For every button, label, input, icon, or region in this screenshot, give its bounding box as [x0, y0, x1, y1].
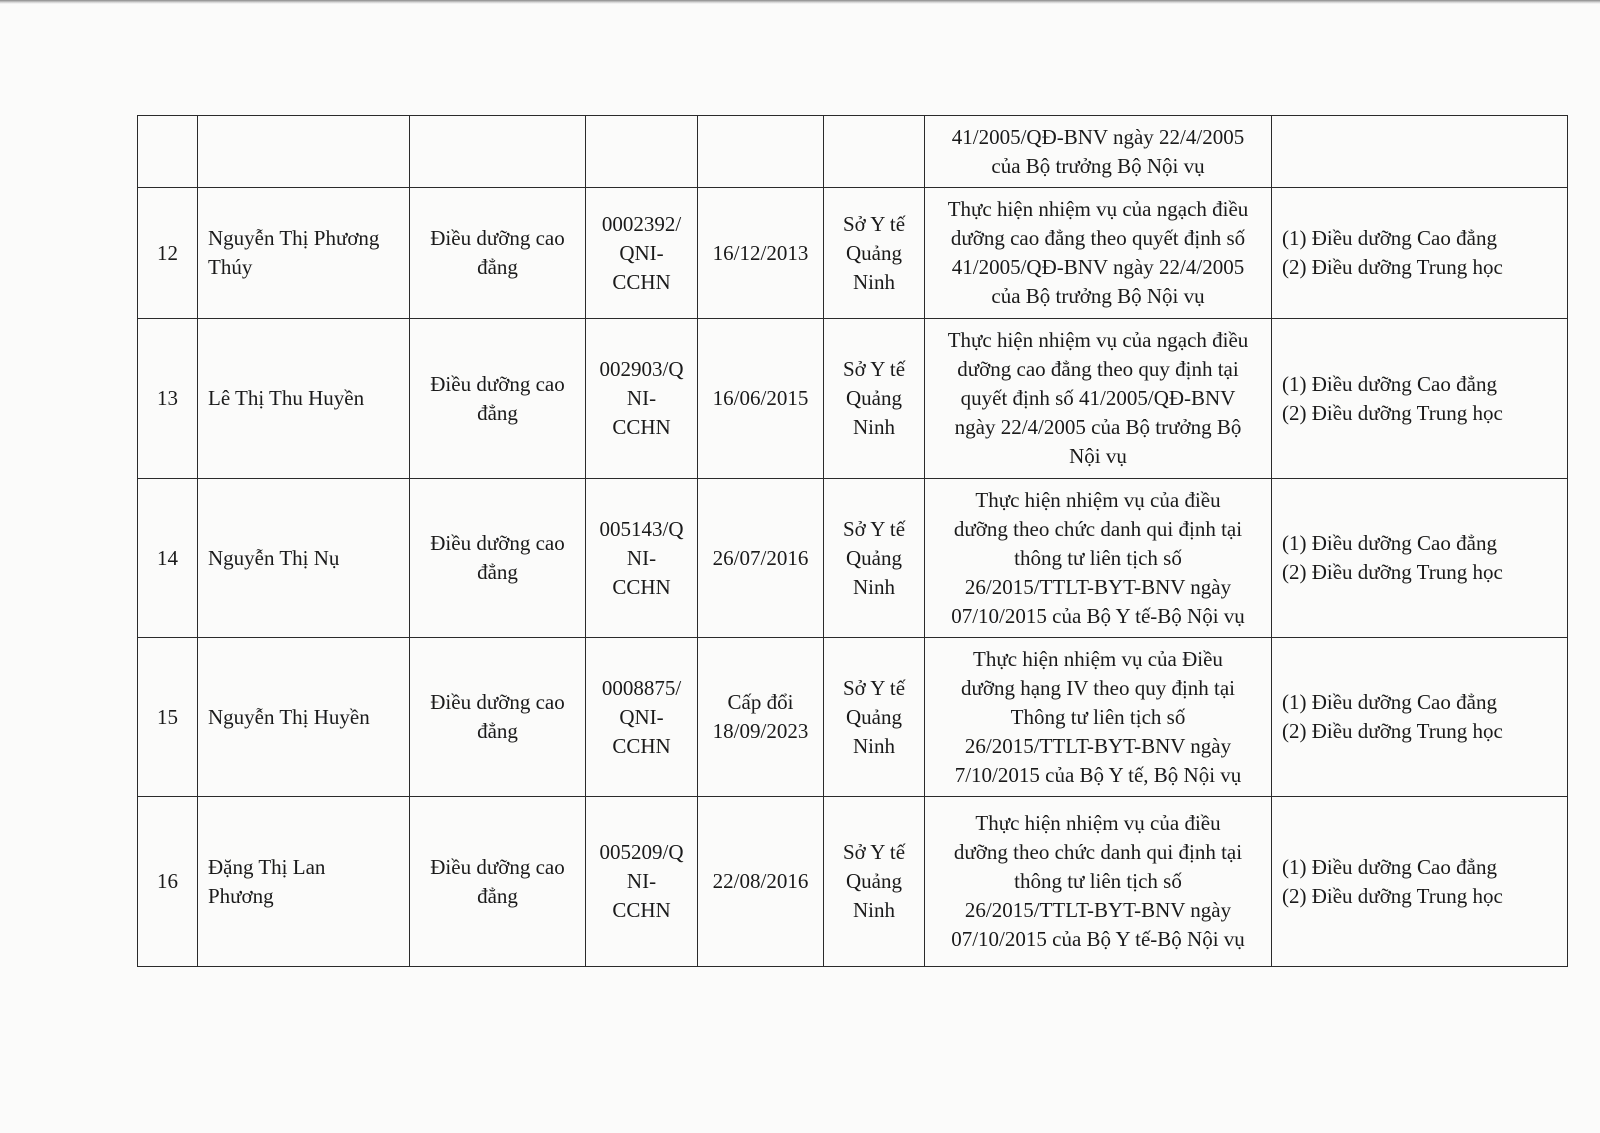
issuer-line: Ninh: [853, 733, 895, 758]
cell-name: [198, 188, 410, 319]
cert-line: CCHN: [612, 415, 671, 439]
issuer-line: Sở Y tế: [842, 675, 906, 700]
issuer-line: Quảng: [846, 240, 902, 265]
scope-line: (2) Điều dưỡng Trung học: [1282, 719, 1503, 743]
duty-line: 07/10/2015 của Bộ Y tế-Bộ Nội vụ: [951, 603, 1245, 628]
scope-line: (1) Điều dưỡng Cao đẳng: [1282, 531, 1497, 555]
continuation-row: [138, 116, 1568, 188]
duty-line: 26/2015/TTLT-BYT-BNV ngày: [964, 733, 1232, 758]
name-line: Đặng Thị Lan: [208, 854, 326, 879]
date-line: 16/06/2015: [712, 386, 809, 410]
scope-line: (1) Điều dưỡng Cao đẳng: [1282, 226, 1497, 250]
cell-date: [698, 797, 824, 967]
issuer-line: Ninh: [853, 269, 895, 294]
scope-line: (2) Điều dưỡng Trung học: [1282, 560, 1503, 584]
issuer-line: Ninh: [853, 415, 895, 439]
issuer-line: Sở Y tế: [842, 211, 906, 236]
duty-line: 41/2005/QĐ-BNV ngày 22/4/2005: [951, 255, 1245, 279]
table-row: [138, 188, 1568, 319]
issuer-line: Quảng: [846, 869, 902, 893]
cell-stt: 16: [138, 797, 198, 967]
cert-line: 0002392/: [601, 211, 682, 236]
name-line: Lê Thị Thu Huyền: [208, 386, 365, 410]
title-line: Điều dưỡng cao: [430, 690, 565, 714]
cell-duty: [925, 319, 1272, 479]
date-line: 16/12/2013: [712, 240, 809, 265]
title-line: Điều dưỡng cao: [430, 854, 565, 879]
table-row: [138, 638, 1568, 797]
staff-table: [137, 115, 1568, 967]
title-line: đẳng: [477, 560, 518, 584]
duty-line: của Bộ trưởng Bộ Nội vụ: [991, 153, 1205, 178]
cell-date: [698, 188, 824, 319]
cell-title: [410, 638, 586, 797]
date-line: 18/09/2023: [712, 719, 809, 743]
cell-duty: [925, 188, 1272, 319]
cert-line: NI-: [626, 545, 657, 570]
issuer-line: Quảng: [846, 545, 902, 570]
cell-title: [410, 319, 586, 479]
cell-scope: [1272, 116, 1568, 188]
name-line: Nguyễn Thị Nụ: [208, 545, 340, 570]
name-line: Nguyễn Thị Phương: [208, 226, 380, 250]
cell-stt: 14: [138, 479, 198, 638]
cell-title: [410, 479, 586, 638]
cell-cert-no: [586, 797, 698, 967]
issuer-line: Sở Y tế: [842, 357, 906, 381]
cert-line: 005143/Q: [599, 516, 684, 541]
name-line: Nguyễn Thị Huyền: [208, 704, 370, 729]
cert-line: 002903/Q: [599, 357, 684, 381]
date-line: Cấp đổi: [727, 690, 794, 714]
title-line: Điều dưỡng cao: [430, 226, 565, 250]
scope-line: (2) Điều dưỡng Trung học: [1282, 400, 1503, 425]
cell-date: [698, 479, 824, 638]
scope-line: (1) Điều dưỡng Cao đẳng: [1282, 371, 1497, 396]
cell-issuer: [824, 188, 925, 319]
issuer-line: Sở Y tế: [842, 516, 906, 541]
duty-line: dưỡng cao đẳng theo quyết định số: [950, 226, 1246, 250]
cell-scope: [1272, 797, 1568, 967]
duty-line: 41/2005/QĐ-BNV ngày 22/4/2005: [951, 124, 1245, 149]
duty-line: của Bộ trưởng Bộ Nội vụ: [991, 284, 1205, 308]
cell-duty: [925, 479, 1272, 638]
cell-scope: [1272, 319, 1568, 479]
duty-line: dưỡng theo chức danh qui định tại: [953, 516, 1243, 541]
cell-date: [698, 638, 824, 797]
duty-line: Thực hiện nhiệm vụ của ngạch điều: [947, 328, 1249, 352]
issuer-line: Ninh: [853, 574, 895, 599]
duty-line: ngày 22/4/2005 của Bộ trưởng Bộ: [954, 415, 1242, 439]
title-line: đẳng: [477, 719, 518, 743]
cell-stt: 13: [138, 319, 198, 479]
issuer-line: Ninh: [853, 898, 895, 922]
table-row: [138, 797, 1568, 967]
cell-issuer: [824, 116, 925, 188]
cell-name: [198, 319, 410, 479]
cell-issuer: [824, 319, 925, 479]
cell-issuer: [824, 638, 925, 797]
duty-line: dưỡng cao đẳng theo quy định tại: [957, 357, 1239, 381]
cell-stt: [138, 116, 198, 188]
duty-line: 07/10/2015 của Bộ Y tế-Bộ Nội vụ: [951, 927, 1245, 951]
duty-line: dưỡng hạng IV theo quy định tại: [960, 675, 1236, 700]
cell-date: [698, 319, 824, 479]
cell-name: [198, 797, 410, 967]
issuer-line: Quảng: [846, 704, 902, 729]
cert-line: CCHN: [612, 898, 671, 922]
cell-date: [698, 116, 824, 188]
cell-scope: [1272, 188, 1568, 319]
scope-line: (1) Điều dưỡng Cao đẳng: [1282, 854, 1497, 879]
table-row: [138, 479, 1568, 638]
cell-cert-no: [586, 116, 698, 188]
cert-line: 005209/Q: [599, 840, 684, 864]
issuer-line: Quảng: [846, 386, 902, 410]
cert-line: QNI-: [619, 240, 664, 265]
cell-cert-no: [586, 479, 698, 638]
cell-stt: 15: [138, 638, 198, 797]
title-line: Điều dưỡng cao: [430, 371, 565, 396]
cell-stt: 12: [138, 188, 198, 319]
name-line: Thúy: [208, 255, 253, 279]
duty-line: 26/2015/TTLT-BYT-BNV ngày: [964, 574, 1232, 599]
name-line: Phương: [208, 883, 274, 908]
duty-line: Thực hiện nhiệm vụ của điều: [975, 487, 1221, 512]
cert-line: CCHN: [612, 269, 671, 294]
cell-name: [198, 116, 410, 188]
duty-line: 7/10/2015 của Bộ Y tế, Bộ Nội vụ: [954, 762, 1242, 787]
cell-duty: [925, 638, 1272, 797]
cell-duty: [925, 116, 1272, 188]
cell-title: [410, 116, 586, 188]
issuer-line: Sở Y tế: [842, 840, 906, 864]
title-line: Điều dưỡng cao: [430, 531, 565, 555]
duty-line: thông tư liên tịch số: [1014, 545, 1182, 570]
scope-line: (1) Điều dưỡng Cao đẳng: [1282, 690, 1497, 714]
cell-title: [410, 188, 586, 319]
cert-line: CCHN: [612, 574, 671, 599]
date-line: 26/07/2016: [712, 545, 809, 570]
cell-scope: [1272, 479, 1568, 638]
duty-line: 26/2015/TTLT-BYT-BNV ngày: [964, 898, 1232, 922]
cert-line: 0008875/: [601, 675, 682, 700]
cell-name: [198, 479, 410, 638]
duty-line: dưỡng theo chức danh qui định tại: [953, 840, 1243, 864]
duty-line: Thực hiện nhiệm vụ của điều: [975, 811, 1221, 835]
title-line: đẳng: [477, 883, 518, 908]
cell-issuer: [824, 797, 925, 967]
scan-top-edge: [0, 0, 1600, 4]
duty-line: Thực hiện nhiệm vụ của Điều: [973, 646, 1223, 671]
cert-line: NI-: [626, 386, 657, 410]
cell-scope: [1272, 638, 1568, 797]
duty-line: Thực hiện nhiệm vụ của ngạch điều: [947, 197, 1249, 221]
cert-line: QNI-: [619, 704, 664, 729]
cell-issuer: [824, 479, 925, 638]
duty-line: Nội vụ: [1069, 444, 1127, 468]
cell-cert-no: [586, 638, 698, 797]
duty-line: Thông tư liên tịch số: [1010, 704, 1186, 729]
cell-cert-no: [586, 319, 698, 479]
cert-line: CCHN: [612, 733, 671, 758]
duty-line: thông tư liên tịch số: [1014, 869, 1182, 893]
cell-name: [198, 638, 410, 797]
title-line: đẳng: [477, 255, 518, 279]
cell-title: [410, 797, 586, 967]
duty-line: quyết định số 41/2005/QĐ-BNV: [960, 386, 1236, 410]
cell-cert-no: [586, 188, 698, 319]
cert-line: NI-: [626, 869, 657, 893]
scope-line: (2) Điều dưỡng Trung học: [1282, 255, 1503, 279]
cell-duty: [925, 797, 1272, 967]
title-line: đẳng: [477, 400, 518, 425]
scope-line: (2) Điều dưỡng Trung học: [1282, 883, 1503, 908]
table-row: [138, 319, 1568, 479]
date-line: 22/08/2016: [712, 869, 809, 893]
